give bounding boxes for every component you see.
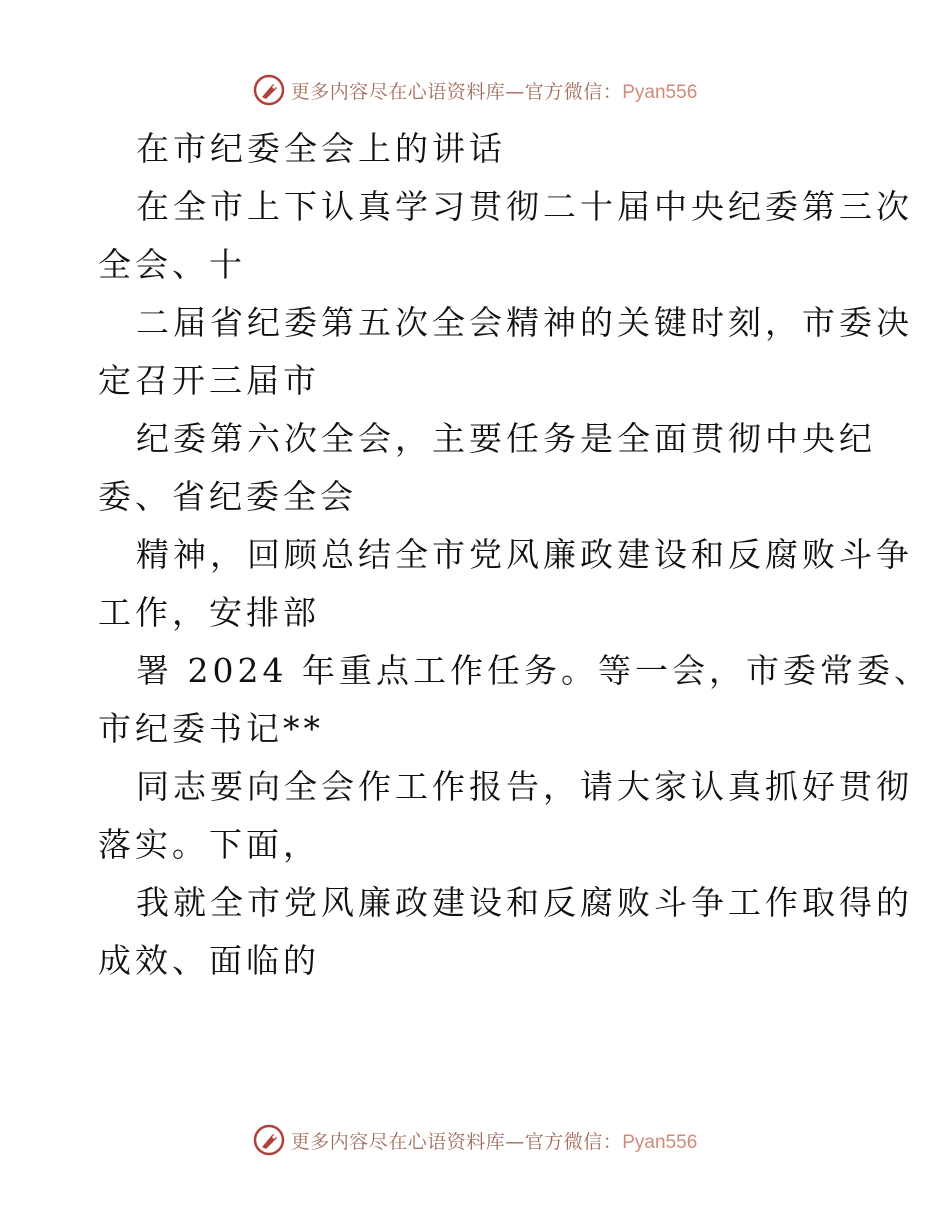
watermark-wechat-id: Pyan556: [622, 1131, 698, 1153]
text-line: 我就全市党风廉政建设和反腐败斗争工作取得的: [136, 883, 913, 922]
header-watermark: [0, 70, 950, 110]
text-line: 成效、面临的: [98, 941, 320, 980]
text-line: 市纪委书记**: [98, 709, 324, 748]
watermark-wechat-id: Pyan556: [622, 81, 698, 103]
text-line: 全会、十: [98, 245, 246, 284]
text-line: 在市纪委全会上的讲话: [136, 129, 506, 168]
watermark-text: 更多内容尽在心语资料库—官方微信：Pyan556: [290, 1130, 698, 1153]
text-line: 委、省纪委全会: [98, 477, 357, 516]
text-line: 定召开三届市: [98, 361, 320, 400]
footer-watermark: [0, 1120, 950, 1160]
text-line: 落实。下面，: [98, 825, 320, 864]
text-line: 二届省纪委第五次全会精神的关键时刻，市委决: [136, 303, 913, 342]
text-line: 精神，回顾总结全市党风廉政建设和反腐败斗争: [136, 535, 913, 574]
text-line: 在全市上下认真学习贯彻二十届中央纪委第三次: [136, 187, 913, 226]
text-line: 纪委第六次全会，主要任务是全面贯彻中央纪: [136, 419, 876, 458]
pen-nib-seal-icon: [253, 74, 285, 106]
watermark-text: 更多内容尽在心语资料库—官方微信：Pyan556: [290, 80, 698, 103]
text-line: 署 2024 年重点工作任务。等一会，市委常委、: [136, 651, 931, 690]
pen-nib-seal-icon: [253, 1124, 285, 1156]
document-body: [98, 120, 931, 990]
text-line: 同志要向全会作工作报告，请大家认真抓好贯彻: [136, 767, 913, 806]
text-line: 工作，安排部: [98, 593, 320, 632]
